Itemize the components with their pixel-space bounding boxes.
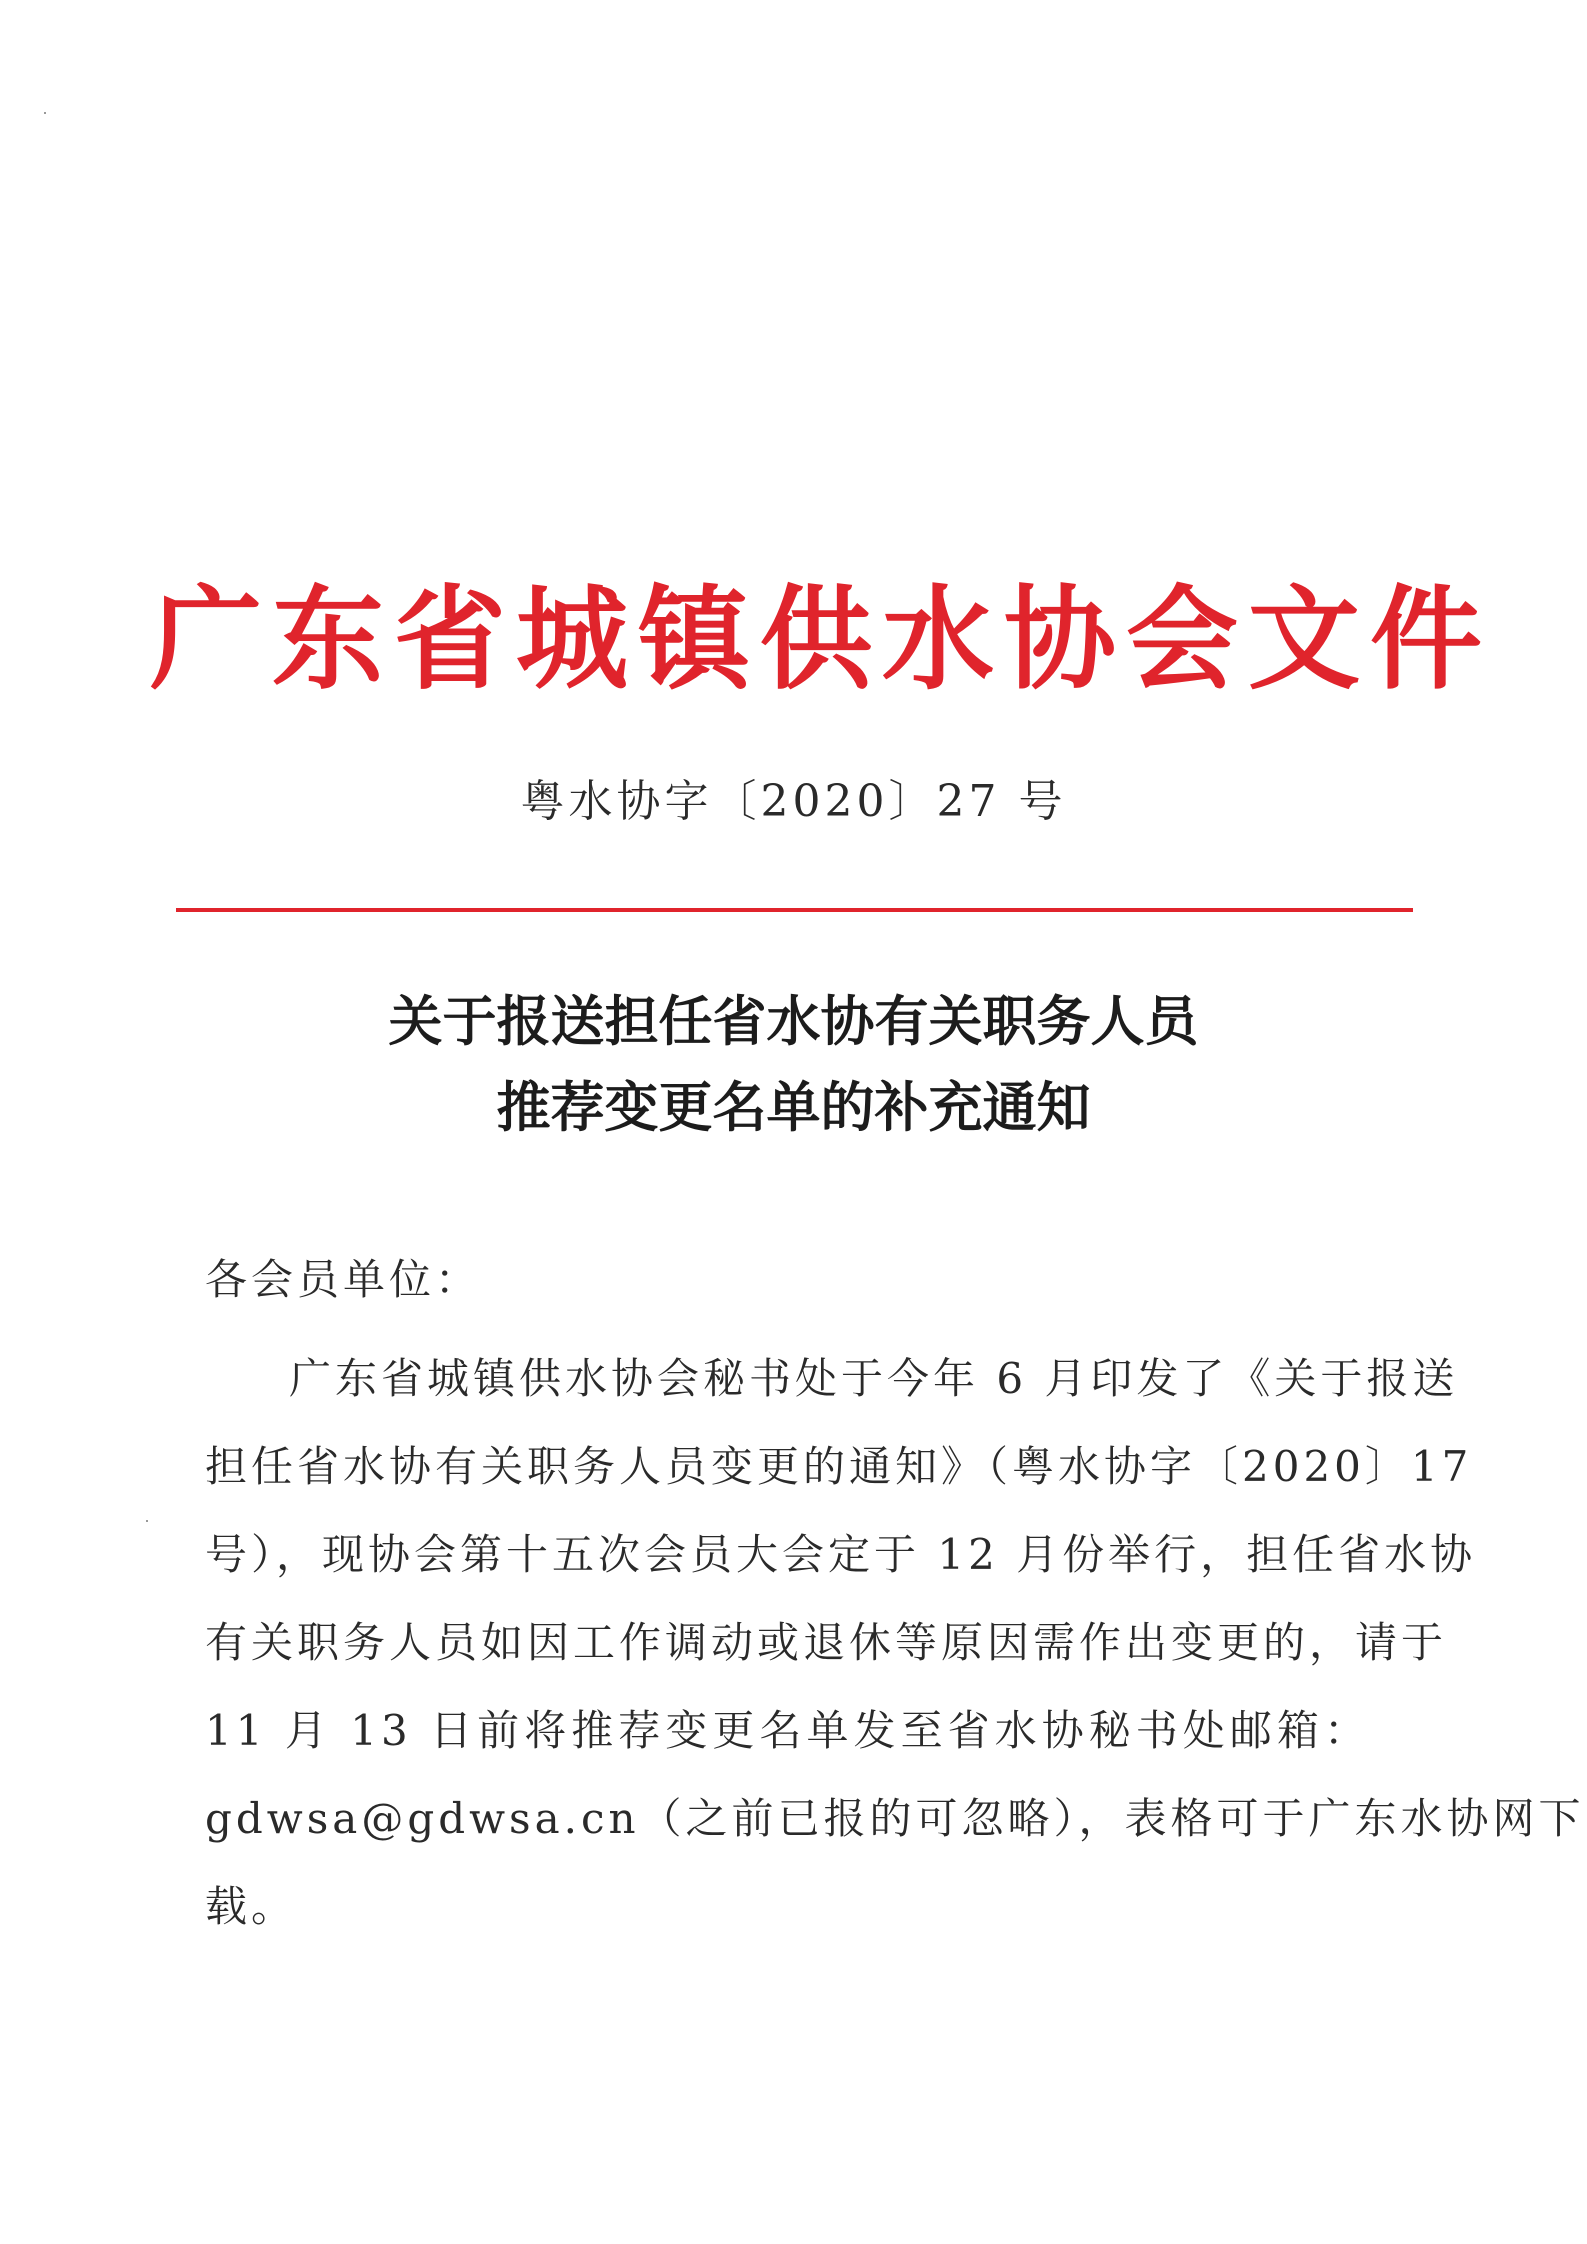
document-number: 粤水协字〔2020〕27 号 [520, 776, 1067, 827]
body-line: 11 月 13 日前将推荐变更名单发至省水协秘书处邮箱： [205, 1706, 1370, 1755]
body-paragraph [205, 1335, 1585, 1951]
document-title [0, 978, 1587, 1150]
document-title-line-2: 推荐变更名单的补充通知 [496, 1075, 1091, 1139]
masthead-title: 广东省城镇供水协会文件 [150, 574, 1492, 705]
scan-speck [146, 1520, 148, 1522]
salutation: 各会员单位： [205, 1255, 482, 1304]
body-line: 号），现协会第十五次会员大会定于 12 月份举行，担任省水协 [205, 1530, 1477, 1579]
red-divider-rule [176, 908, 1413, 912]
body-line: gdwsa@gdwsa.cn（之前已报的可忽略），表格可于广东水协网下 [205, 1794, 1585, 1843]
scan-speck [44, 112, 46, 114]
body-line: 有关职务人员如因工作调动或退休等原因需作出变更的，请于 [205, 1618, 1448, 1667]
document-title-line-1: 关于报送担任省水协有关职务人员 [388, 989, 1199, 1053]
body-line: 广东省城镇供水协会秘书处于今年 6 月印发了《关于报送 [289, 1354, 1459, 1403]
body-line: 担任省水协有关职务人员变更的通知》（粤水协字〔2020〕17 [205, 1442, 1473, 1491]
body-line: 载。 [205, 1882, 298, 1931]
